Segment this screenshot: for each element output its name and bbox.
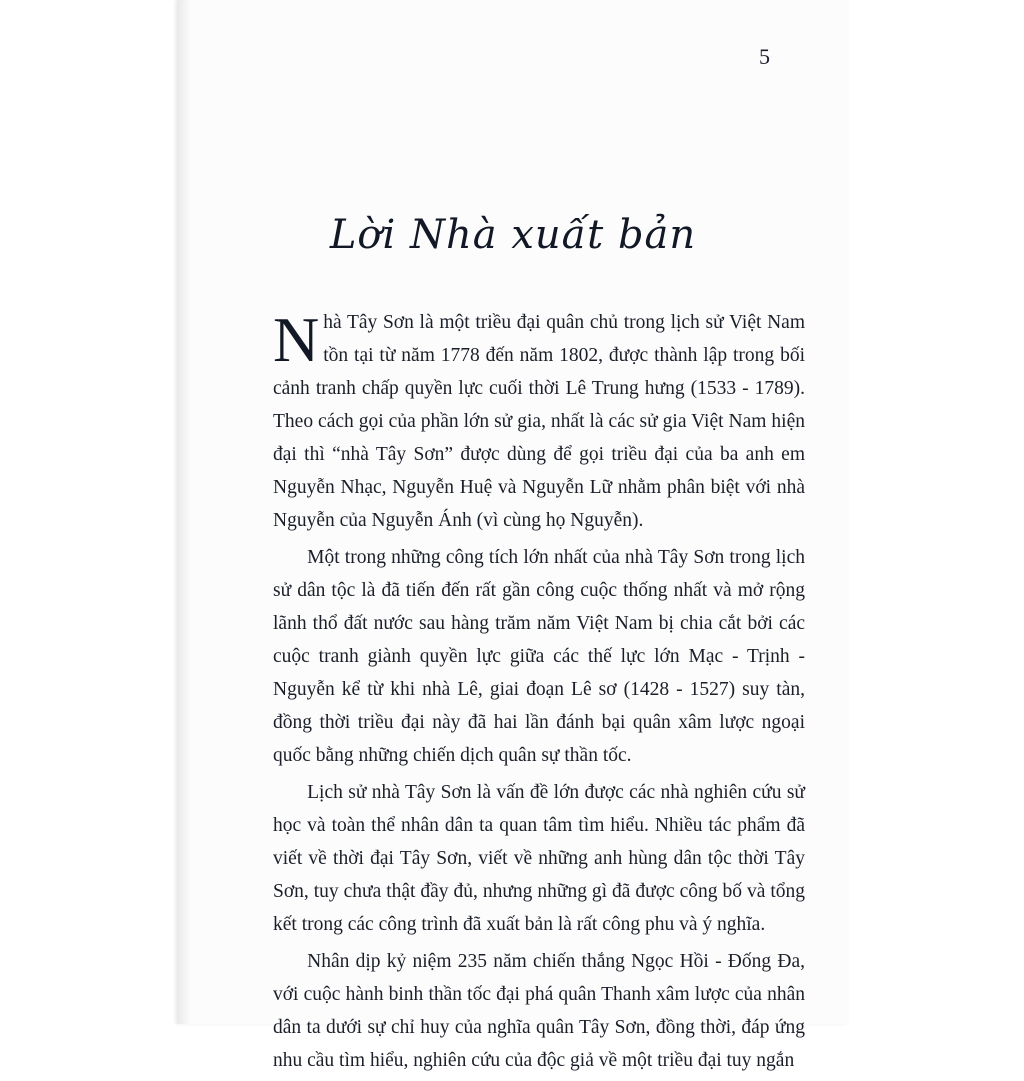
paragraph-1-text: hà Tây Sơn là một triều đại quân chủ trong lịch sử Việt Nam tồn tại từ năm 1778 đến năm 1802, được thành lập trong bối cảnh tranh chấp quyền lực cuối thời Lê Trung hưng (1533 - 1789). Theo cách gọi của phần lớn sử gia, nhất là các sử gia Việt Nam hiện đại thì “nhà Tây Sơn” được dùng để gọi triều đại của ba anh em Nguyễn Nhạc, Nguyễn Huệ và Nguyễn Lữ nhằm phân biệt với nhà Nguyễn của Nguyễn Ánh (vì cùng họ Nguyễn). [273, 312, 805, 531]
body-text [273, 306, 805, 1081]
paragraph-3: Lịch sử nhà Tây Sơn là vấn đề lớn được các nhà nghiên cứu sử học và toàn thể nhân dân ta quan tâm tìm hiểu. Nhiều tác phẩm đã viết về thời đại Tây Sơn, viết về những anh hùng dân tộc thời Tây Sơn, tuy chưa thật đầy đủ, nhưng những gì đã được công bố và tổng kết trong các công trình đã xuất bản là rất công phu và ý nghĩa. [273, 782, 805, 935]
book-page [177, 0, 849, 1071]
chapter-title: Lời Nhà xuất bản [329, 212, 697, 258]
paragraph-2: Một trong những công tích lớn nhất của nhà Tây Sơn trong lịch sử dân tộc là đã tiến đến rất gần công cuộc thống nhất và mở rộng lãnh thổ đất nước sau hàng trăm năm Việt Nam bị chia cắt bởi các cuộc tranh giành quyền lực giữa các thế lực lớn Mạc - Trịnh - Nguyễn kể từ khi nhà Lê, giai đoạn Lê sơ (1428 - 1527) suy tàn, đồng thời triều đại này đã hai lần đánh bại quân xâm lược ngoại quốc bằng những chiến dịch quân sự thần tốc. [273, 547, 805, 766]
paragraph-4: Nhân dịp kỷ niệm 235 năm chiến thắng Ngọc Hồi - Đống Đa, với cuộc hành binh thần tốc đại phá quân Thanh xâm lược của nhân dân ta dưới sự chỉ huy của nghĩa quân Tây Sơn, đồng thời, đáp ứng nhu cầu tìm hiểu, nghiên cứu của độc giả về một triều đại tuy ngắn [273, 951, 805, 1071]
drop-cap: N [273, 304, 320, 375]
spine-shadow [177, 0, 191, 1024]
page-number: 5 [759, 44, 770, 69]
paragraph-1 [273, 306, 805, 537]
